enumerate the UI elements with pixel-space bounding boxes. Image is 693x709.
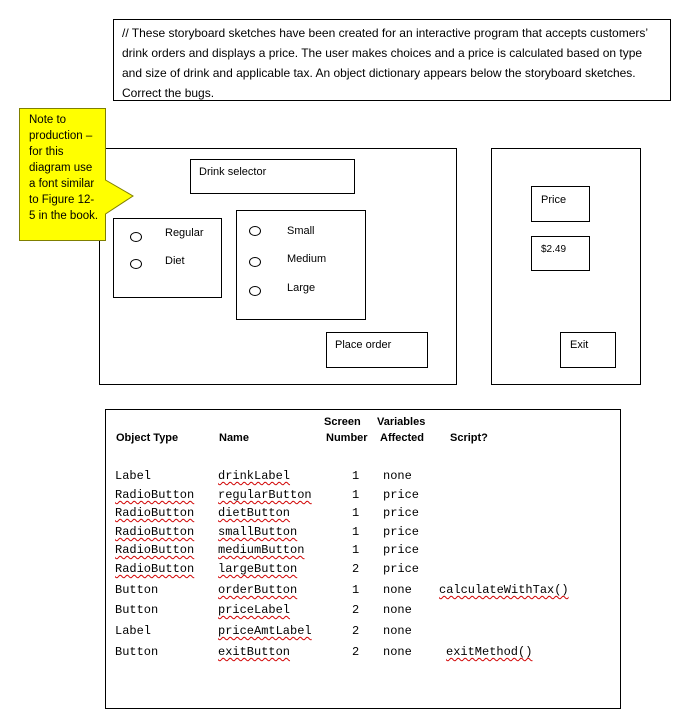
header-script: Script? — [450, 432, 488, 444]
row-screen: 1 — [352, 469, 360, 483]
price-value: $2.49 — [541, 244, 567, 255]
price-value-box — [531, 236, 590, 271]
row-variables: price — [383, 562, 420, 576]
header-variables-bottom: Affected — [380, 432, 425, 444]
header-object-type: Object Type — [116, 432, 179, 444]
row-name: exitButton — [218, 645, 291, 659]
row-variables: price — [383, 525, 420, 539]
row-screen: 1 — [352, 488, 360, 502]
intro-text-box — [113, 19, 671, 101]
row-screen: 1 — [352, 543, 360, 557]
row-name: mediumButton — [218, 543, 305, 557]
medium-radio-label: Medium — [287, 253, 327, 265]
medium-radio[interactable] — [249, 257, 261, 267]
row-object-type: RadioButton — [115, 525, 195, 539]
row-variables: price — [383, 543, 420, 557]
place-order-label: Place order — [335, 339, 392, 351]
header-screen-bottom: Number — [326, 432, 368, 444]
row-object-type: Button — [115, 603, 159, 617]
drink-selector-title: Drink selector — [199, 166, 267, 178]
diet-radio-label: Diet — [165, 255, 185, 267]
row-screen: 2 — [352, 603, 360, 617]
small-radio[interactable] — [249, 226, 261, 236]
row-name: largeButton — [218, 562, 298, 576]
row-variables: price — [383, 488, 420, 502]
diet-radio[interactable] — [130, 259, 142, 269]
intro-text: // These storyboard sketches have been created for an interactive program that accepts customers’ drink orders and displays a price. The user makes choices and a price is calculated based on type and size of drink and applicable tax. An object dictionary appears below the storyboard sketches. Correct the bugs. — [122, 26, 648, 100]
row-object-type: RadioButton — [115, 506, 195, 520]
header-variables-top: Variables — [377, 416, 426, 428]
row-object-type: Label — [115, 469, 152, 483]
row-screen: 1 — [352, 525, 360, 539]
row-screen: 1 — [352, 583, 360, 597]
row-name: orderButton — [218, 583, 298, 597]
row-object-type: RadioButton — [115, 562, 195, 576]
row-object-type: Button — [115, 645, 159, 659]
object-dictionary — [105, 409, 621, 709]
row-screen: 1 — [352, 506, 360, 520]
row-name: regularButton — [218, 488, 312, 502]
row-variables: none — [383, 645, 412, 659]
row-variables: none — [383, 624, 412, 638]
small-radio-label: Small — [287, 225, 315, 237]
row-variables: none — [383, 583, 412, 597]
exit-button-label: Exit — [570, 339, 589, 351]
production-note-callout — [19, 108, 105, 241]
row-name: dietButton — [218, 506, 291, 520]
price-label-box — [531, 186, 590, 222]
row-name: smallButton — [218, 525, 298, 539]
row-script: exitMethod() — [446, 645, 533, 659]
large-radio-label: Large — [287, 282, 316, 294]
row-name: priceAmtLabel — [218, 624, 312, 638]
row-variables: none — [383, 469, 412, 483]
row-object-type: RadioButton — [115, 488, 195, 502]
large-radio[interactable] — [249, 286, 261, 296]
row-variables: price — [383, 506, 420, 520]
production-note-text: Note to production – for this diagram use a font similar to Figure 12-5 in the book. — [29, 114, 99, 222]
drink-selector-label-box — [190, 159, 355, 194]
row-object-type: Button — [115, 583, 159, 597]
row-screen: 2 — [352, 645, 360, 659]
place-order-button[interactable] — [326, 332, 428, 368]
row-variables: none — [383, 603, 412, 617]
row-object-type: RadioButton — [115, 543, 195, 557]
header-name: Name — [219, 432, 249, 444]
regular-radio-label: Regular — [165, 227, 204, 239]
price-label: Price — [541, 194, 567, 206]
row-screen: 2 — [352, 624, 360, 638]
header-screen-top: Screen — [324, 416, 361, 428]
row-screen: 2 — [352, 562, 360, 576]
exit-button[interactable] — [560, 332, 616, 368]
row-object-type: Label — [115, 624, 152, 638]
drink-size-group — [236, 210, 366, 320]
row-name: priceLabel — [218, 603, 291, 617]
row-name: drinkLabel — [218, 469, 291, 483]
row-script: calculateWithTax() — [439, 583, 569, 597]
